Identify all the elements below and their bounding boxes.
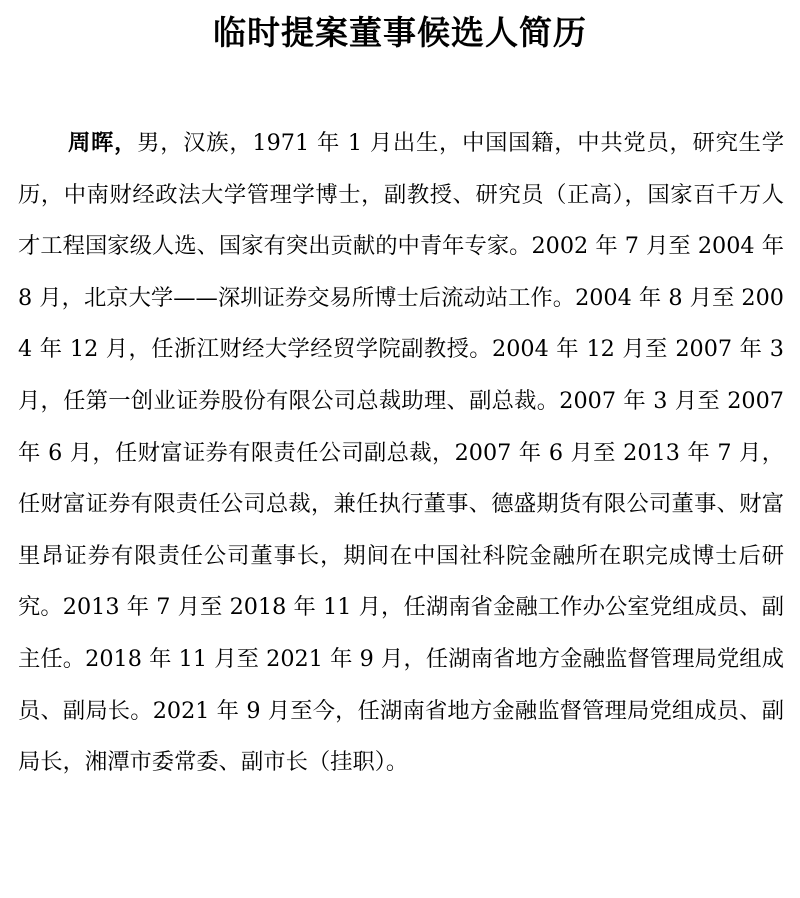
bio-text: 男，汉族，1971 年 1 月出生，中国国籍，中共党员，研究生学历，中南财经政法大学管理学博士，副教授、研究员（正高），国家百千万人才工程国家级人选、国家有突出贡献的中青年专家。2002 年 7 月至 2004 年 8 月，北京大学——深圳证券交易所博士后流动站工作。2004 年 8 月至 2004 年 12 月，任浙江财经大学经贸学院副教授。2004 年 12 月至 2007 年 3 月，任第一创业证券股份有限公司总裁助理、副总裁。2007 年 3 月至 2007 年 6 月，任财富证券有限责任公司副总裁，2007 年 6 月至 2013 年 7 月，任财富证券有限责任公司总裁，兼任执行董事、德盛期货有限公司董事、财富里昂证券有限责任公司董事长，期间在中国社科院金融所在职完成博士后研究。2013 年 7 月至 2018 年 11 月，任湖南省金融工作办公室党组成员、副主任。2018 年 11 月至 2021 年 9 月，任湖南省地方金融监督管理局党组成员、副局长。2021 年 9 月至今，任湖南省地方金融监督管理局党组成员、副局长，湘潭市委常委、副市长（挂职）。 (18, 130, 784, 776)
candidate-name: 周晖， (68, 130, 138, 156)
bio-paragraph (18, 118, 784, 789)
document-title: 临时提案董事候选人简历 (213, 13, 587, 52)
